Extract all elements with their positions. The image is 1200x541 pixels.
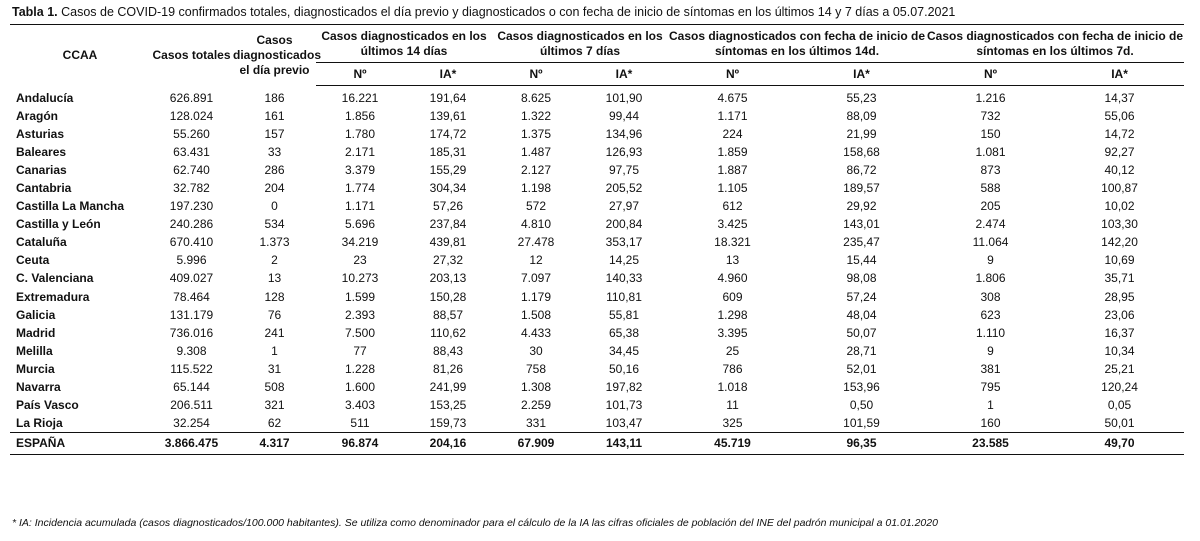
cell-dia-previo: 204: [264, 181, 285, 196]
cell-diag14-n: 3.379: [344, 163, 376, 178]
cell-diag7-ia: 103,47: [605, 415, 643, 430]
cell-diag14-ia: 139,61: [429, 109, 467, 124]
header-casos-totales: Casos totales: [152, 47, 231, 62]
total-diag14-ia: 204,16: [404, 432, 492, 454]
cell-sint7-n: 1.110: [975, 325, 1006, 340]
cell-diag7-ia: 200,84: [605, 217, 643, 232]
cell-casos-totales: 626.891: [169, 90, 214, 105]
cell-diag7-ia: 140,33: [605, 271, 643, 286]
cell-casos-totales: 63.431: [173, 145, 210, 160]
cell-sint7-ia: 23,06: [1104, 307, 1135, 322]
cell-diag14-n: 1.780: [344, 127, 376, 142]
cell-diag14-ia: 174,72: [429, 127, 467, 142]
cell-casos-totales: 9.308: [176, 343, 207, 358]
cell-ccaa: Madrid: [16, 325, 56, 340]
cell-sint14-n: 3.395: [717, 325, 748, 340]
cell-sint7-ia: 25,21: [1104, 361, 1135, 376]
cell-diag14-n: 2.393: [344, 307, 376, 322]
table-row: [10, 215, 1184, 233]
cell-sint7-ia: 14,37: [1104, 91, 1135, 106]
cell-sint7-n: 9: [987, 253, 994, 268]
table-row: [10, 269, 1184, 287]
header-sint-7d: Casos diagnosticados con fecha de inicio de síntomas en los últimos 7d.: [926, 25, 1184, 63]
table-row: [10, 179, 1184, 197]
table-body: [10, 86, 1184, 433]
header-diag-14d: Casos diagnosticados en los últimos 14 días: [316, 25, 492, 63]
table-row: [10, 197, 1184, 215]
cell-sint14-n: 612: [722, 199, 743, 214]
cell-sint7-ia: 100,87: [1101, 181, 1138, 196]
cell-sint7-ia: 103,30: [1101, 217, 1138, 232]
table-row: [10, 161, 1184, 179]
cell-ccaa: Canarias: [16, 163, 67, 178]
cell-sint14-n: 18.321: [714, 235, 751, 250]
cell-diag7-ia: 99,44: [608, 109, 640, 124]
cell-diag14-ia: 241,99: [429, 379, 467, 394]
total-diag14-n: 96.874: [316, 432, 404, 454]
cell-sint7-n: 1.081: [975, 145, 1006, 160]
cell-sint14-n: 609: [722, 289, 743, 304]
header-ccaa: CCAA: [62, 47, 98, 62]
cell-diag14-ia: 27,32: [432, 253, 464, 268]
cell-diag7-n: 12: [529, 253, 543, 268]
footnote: * IA: Incidencia acumulada (casos diagnosticados/100.000 habitantes). Se utiliza como denominador para el cálculo de la IA las cifras oficiales de población del INE del padrón municipal a 01.01.2020: [12, 517, 938, 529]
total-casos-totales: 3.866.475: [150, 432, 233, 454]
header-sint14-n: Nº: [668, 63, 797, 86]
cell-diag14-n: 1.599: [344, 289, 376, 304]
cell-sint14-ia: 55,23: [846, 91, 877, 106]
cell-sint14-ia: 52,01: [846, 361, 877, 376]
cell-diag7-ia: 205,52: [605, 181, 643, 196]
cell-diag14-ia: 88,43: [432, 343, 464, 358]
header-diag7-ia: IA*: [580, 63, 668, 86]
cell-sint14-ia: 143,01: [843, 217, 880, 232]
cell-sint7-n: 588: [980, 181, 1001, 196]
table-row: [10, 251, 1184, 269]
cell-ccaa: C. Valenciana: [16, 271, 94, 286]
total-sint7-ia: 49,70: [1055, 432, 1184, 454]
cell-casos-totales: 206.511: [170, 397, 213, 412]
cell-ccaa: Melilla: [16, 343, 53, 358]
cell-sint14-n: 1.105: [717, 181, 748, 196]
cell-diag14-ia: 159,73: [429, 415, 467, 430]
table-row: [10, 414, 1184, 433]
cell-diag7-ia: 101,90: [605, 91, 643, 106]
cell-diag14-ia: 203,13: [429, 271, 467, 286]
cell-diag7-ia: 50,16: [608, 361, 640, 376]
cell-ccaa: Castilla y León: [16, 217, 101, 232]
cell-casos-totales: 78.464: [173, 289, 210, 304]
cell-diag7-ia: 27,97: [608, 199, 640, 214]
cell-sint14-n: 1.171: [717, 109, 748, 124]
table-row: [10, 125, 1184, 143]
cell-casos-totales: 128.024: [169, 109, 214, 124]
cell-sint14-ia: 158,68: [843, 145, 880, 160]
table-row: [10, 86, 1184, 108]
cell-diag14-n: 77: [353, 343, 367, 358]
cell-sint7-n: 1.806: [975, 271, 1006, 286]
cell-sint7-ia: 10,34: [1104, 343, 1135, 358]
cell-diag14-n: 16.221: [341, 91, 379, 106]
cell-diag14-ia: 150,28: [429, 289, 467, 304]
caption-text: Casos de COVID-19 confirmados totales, diagnosticados el día previo y diagnosticados o con fecha de inicio de síntomas en los últimos 14 y 7 días a 05.07.2021: [61, 5, 956, 19]
cell-sint14-ia: 28,71: [846, 343, 877, 358]
cell-dia-previo: 161: [264, 109, 285, 124]
cell-sint14-ia: 189,57: [843, 181, 880, 196]
cell-dia-previo: 33: [267, 145, 282, 160]
cell-diag14-ia: 88,57: [432, 307, 464, 322]
cell-ccaa: Castilla La Mancha: [16, 199, 125, 214]
cell-sint14-n: 1.018: [717, 379, 748, 394]
cell-sint14-n: 1.298: [717, 307, 748, 322]
cell-ccaa: Andalucía: [16, 90, 74, 105]
total-diag7-n: 67.909: [492, 432, 580, 454]
cell-sint7-n: 2.474: [975, 217, 1006, 232]
cell-casos-totales: 32.782: [173, 181, 210, 196]
cell-diag7-n: 2.259: [520, 397, 552, 412]
cell-sint14-ia: 235,47: [843, 235, 880, 250]
cell-diag14-n: 1.228: [344, 361, 376, 376]
table-row: [10, 288, 1184, 306]
cell-sint14-n: 1.887: [717, 163, 748, 178]
cell-casos-totales: 670.410: [169, 235, 214, 250]
cell-diag7-n: 1.179: [520, 289, 552, 304]
cell-sint14-ia: 50,07: [846, 325, 877, 340]
cell-diag14-n: 10.273: [341, 271, 379, 286]
cell-casos-totales: 115.522: [170, 361, 213, 376]
cell-diag7-n: 1.308: [520, 379, 552, 394]
cell-diag14-n: 34.219: [341, 235, 379, 250]
header-diag-7d: Casos diagnosticados en los últimos 7 días: [492, 25, 668, 63]
cell-casos-totales: 32.254: [173, 415, 210, 430]
cell-diag14-n: 3.403: [344, 397, 376, 412]
table-row: [10, 143, 1184, 161]
total-sint14-ia: 96,35: [797, 432, 926, 454]
cell-sint7-ia: 10,02: [1104, 199, 1135, 214]
cell-diag7-n: 1.198: [520, 181, 552, 196]
cell-casos-totales: 55.260: [173, 127, 210, 142]
cell-casos-totales: 197.230: [169, 199, 214, 214]
cell-diag14-n: 1.774: [344, 181, 376, 196]
cell-diag7-n: 7.097: [520, 271, 552, 286]
total-sint7-n: 23.585: [926, 432, 1055, 454]
header-diag14-ia: IA*: [404, 63, 492, 86]
cell-casos-totales: 65.144: [173, 379, 210, 394]
cell-diag14-ia: 185,31: [429, 145, 467, 160]
cell-dia-previo: 241: [264, 325, 285, 340]
cell-dia-previo: 508: [264, 379, 285, 394]
covid-cases-table: [10, 24, 1184, 455]
cell-diag14-ia: 81,26: [432, 361, 464, 376]
cell-sint7-ia: 120,24: [1101, 379, 1138, 394]
cell-sint14-ia: 153,96: [843, 379, 880, 394]
cell-diag14-n: 1.856: [344, 109, 376, 124]
table-row: [10, 233, 1184, 251]
cell-diag14-n: 5.696: [344, 217, 376, 232]
header-diag14-n: Nº: [316, 63, 404, 86]
cell-diag7-n: 4.810: [520, 217, 552, 232]
cell-sint14-n: 325: [722, 415, 743, 430]
table-caption: [12, 5, 955, 19]
cell-ccaa: Aragón: [16, 109, 58, 124]
total-row: [10, 432, 1184, 454]
cell-casos-totales: 62.740: [173, 163, 210, 178]
total-ccaa: ESPAÑA: [10, 432, 150, 454]
caption-label: Tabla 1.: [12, 5, 58, 19]
cell-sint14-n: 25: [725, 343, 740, 358]
cell-diag7-n: 331: [525, 415, 547, 430]
cell-diag14-ia: 110,62: [430, 325, 466, 340]
cell-diag7-ia: 14,25: [608, 253, 640, 268]
table-row: [10, 324, 1184, 342]
cell-dia-previo: 286: [264, 163, 285, 178]
table-total: [10, 432, 1184, 454]
cell-dia-previo: 31: [267, 361, 282, 376]
cell-dia-previo: 13: [267, 271, 282, 286]
cell-sint14-n: 3.425: [717, 217, 748, 232]
cell-dia-previo: 62: [267, 415, 282, 430]
cell-sint7-n: 1: [987, 397, 994, 412]
cell-dia-previo: 2: [271, 253, 278, 268]
cell-sint7-ia: 0,05: [1107, 397, 1132, 412]
cell-ccaa: La Rioja: [16, 415, 63, 430]
cell-sint7-n: 160: [980, 415, 1001, 430]
cell-sint7-ia: 142,20: [1101, 235, 1138, 250]
cell-diag14-n: 1.600: [344, 379, 376, 394]
cell-casos-totales: 131.179: [169, 307, 214, 322]
cell-dia-previo: 76: [267, 307, 282, 322]
cell-diag7-ia: 55,81: [608, 307, 640, 322]
cell-diag7-n: 572: [525, 199, 547, 214]
cell-diag14-ia: 191,64: [429, 91, 467, 106]
cell-sint14-n: 11: [726, 397, 739, 412]
header-sint14-ia: IA*: [797, 63, 926, 86]
table-header: [10, 25, 1184, 86]
cell-sint14-ia: 29,92: [846, 199, 877, 214]
cell-diag7-ia: 110,81: [606, 289, 642, 304]
cell-ccaa: País Vasco: [16, 397, 79, 412]
table-row: [10, 360, 1184, 378]
cell-diag14-n: 2.171: [344, 145, 376, 160]
table-row: [10, 306, 1184, 324]
cell-dia-previo: 128: [264, 289, 285, 304]
cell-sint14-ia: 98,08: [846, 271, 877, 286]
header-sint-14d: Casos diagnosticados con fecha de inicio de síntomas en los últimos 14d.: [668, 25, 926, 63]
cell-sint7-n: 150: [980, 127, 1001, 142]
cell-diag7-n: 1.322: [520, 109, 552, 124]
cell-sint7-ia: 10,69: [1104, 253, 1135, 268]
cell-sint14-ia: 48,04: [846, 307, 877, 322]
cell-sint14-ia: 88,09: [846, 109, 877, 124]
cell-diag14-ia: 237,84: [429, 217, 467, 232]
cell-diag14-n: 1.171: [344, 199, 376, 214]
cell-diag7-n: 8.625: [520, 91, 552, 106]
cell-diag14-ia: 304,34: [429, 181, 467, 196]
header-diag7-n: Nº: [492, 63, 580, 86]
cell-ccaa: Murcia: [16, 361, 55, 376]
cell-sint14-n: 786: [722, 361, 743, 376]
cell-sint7-n: 795: [980, 379, 1001, 394]
cell-diag7-ia: 126,93: [605, 145, 643, 160]
cell-dia-previo: 157: [264, 127, 285, 142]
cell-sint7-ia: 50,01: [1104, 415, 1135, 430]
cell-diag14-n: 511: [350, 415, 370, 430]
cell-sint7-n: 1.216: [975, 91, 1006, 106]
cell-diag7-n: 1.508: [520, 307, 552, 322]
cell-diag7-n: 758: [525, 361, 547, 376]
header-dia-previo: Casos diagnosticados el día previo: [233, 32, 322, 77]
cell-sint7-n: 308: [980, 289, 1001, 304]
cell-ccaa: Ceuta: [16, 253, 50, 268]
cell-diag7-n: 1.375: [520, 127, 552, 142]
cell-sint7-n: 873: [980, 163, 1001, 178]
cell-ccaa: Galicia: [16, 307, 56, 322]
cell-sint14-ia: 15,44: [846, 253, 877, 268]
header-sint7-n: Nº: [926, 63, 1055, 86]
cell-casos-totales: 5.996: [176, 253, 207, 268]
cell-diag7-ia: 197,82: [605, 379, 643, 394]
cell-diag7-ia: 34,45: [608, 343, 640, 358]
cell-ccaa: Cantabria: [16, 181, 72, 196]
cell-sint7-ia: 92,27: [1104, 145, 1135, 160]
cell-sint7-n: 623: [980, 307, 1001, 322]
cell-sint7-ia: 55,06: [1104, 109, 1135, 124]
cell-diag7-ia: 353,17: [605, 235, 643, 250]
cell-sint7-n: 11.064: [972, 235, 1009, 250]
cell-sint14-ia: 57,24: [846, 289, 877, 304]
cell-sint7-ia: 28,95: [1104, 289, 1135, 304]
cell-sint7-n: 205: [980, 199, 1001, 214]
cell-sint14-n: 4.675: [717, 91, 748, 106]
cell-diag7-n: 27.478: [517, 235, 555, 250]
cell-dia-previo: 1: [271, 343, 278, 358]
header-sint7-ia: IA*: [1055, 63, 1184, 86]
cell-diag7-n: 1.487: [520, 145, 552, 160]
cell-sint14-n: 4.960: [717, 271, 748, 286]
cell-diag14-ia: 153,25: [429, 397, 467, 412]
cell-sint14-n: 13: [725, 253, 740, 268]
cell-diag14-ia: 439,81: [429, 235, 467, 250]
cell-diag14-ia: 57,26: [432, 199, 464, 214]
cell-diag7-n: 30: [529, 343, 543, 358]
cell-diag7-n: 4.433: [520, 325, 552, 340]
cell-dia-previo: 1.373: [259, 235, 290, 250]
table-row: [10, 396, 1184, 414]
cell-sint7-n: 9: [987, 343, 994, 358]
cell-ccaa: Asturias: [16, 127, 65, 142]
cell-sint7-n: 732: [980, 109, 1001, 124]
cell-sint7-ia: 14,72: [1104, 127, 1135, 142]
cell-sint14-n: 1.859: [717, 145, 748, 160]
cell-ccaa: Extremadura: [16, 289, 90, 304]
cell-sint14-n: 224: [722, 127, 743, 142]
cell-diag7-ia: 134,96: [605, 127, 643, 142]
cell-ccaa: Navarra: [16, 379, 61, 394]
cell-casos-totales: 736.016: [169, 325, 214, 340]
cell-diag7-ia: 97,75: [608, 163, 640, 178]
cell-sint14-ia: 86,72: [846, 163, 877, 178]
cell-diag14-n: 23: [353, 253, 367, 268]
cell-dia-previo: 186: [264, 90, 285, 105]
cell-ccaa: Cataluña: [16, 235, 67, 250]
total-dia-previo: 4.317: [233, 432, 316, 454]
cell-sint14-ia: 21,99: [846, 127, 877, 142]
table-row: [10, 107, 1184, 125]
total-sint14-n: 45.719: [668, 432, 797, 454]
cell-diag14-ia: 155,29: [429, 163, 467, 178]
cell-sint7-ia: 35,71: [1104, 271, 1135, 286]
cell-diag7-ia: 101,73: [605, 397, 643, 412]
cell-diag7-n: 2.127: [520, 163, 552, 178]
cell-diag14-n: 7.500: [344, 325, 376, 340]
table-row: [10, 378, 1184, 396]
cell-ccaa: Baleares: [16, 145, 67, 160]
cell-sint14-ia: 101,59: [843, 415, 880, 430]
total-diag7-ia: 143,11: [580, 432, 668, 454]
cell-casos-totales: 409.027: [169, 271, 214, 286]
cell-casos-totales: 240.286: [169, 217, 214, 232]
cell-sint7-ia: 40,12: [1104, 163, 1135, 178]
cell-dia-previo: 321: [264, 397, 285, 412]
cell-dia-previo: 534: [264, 217, 285, 232]
cell-sint14-ia: 0,50: [849, 397, 874, 412]
cell-sint7-n: 381: [980, 361, 1001, 376]
cell-diag7-ia: 65,38: [608, 325, 640, 340]
cell-sint7-ia: 16,37: [1104, 325, 1135, 340]
cell-dia-previo: 0: [271, 199, 278, 214]
table-row: [10, 342, 1184, 360]
